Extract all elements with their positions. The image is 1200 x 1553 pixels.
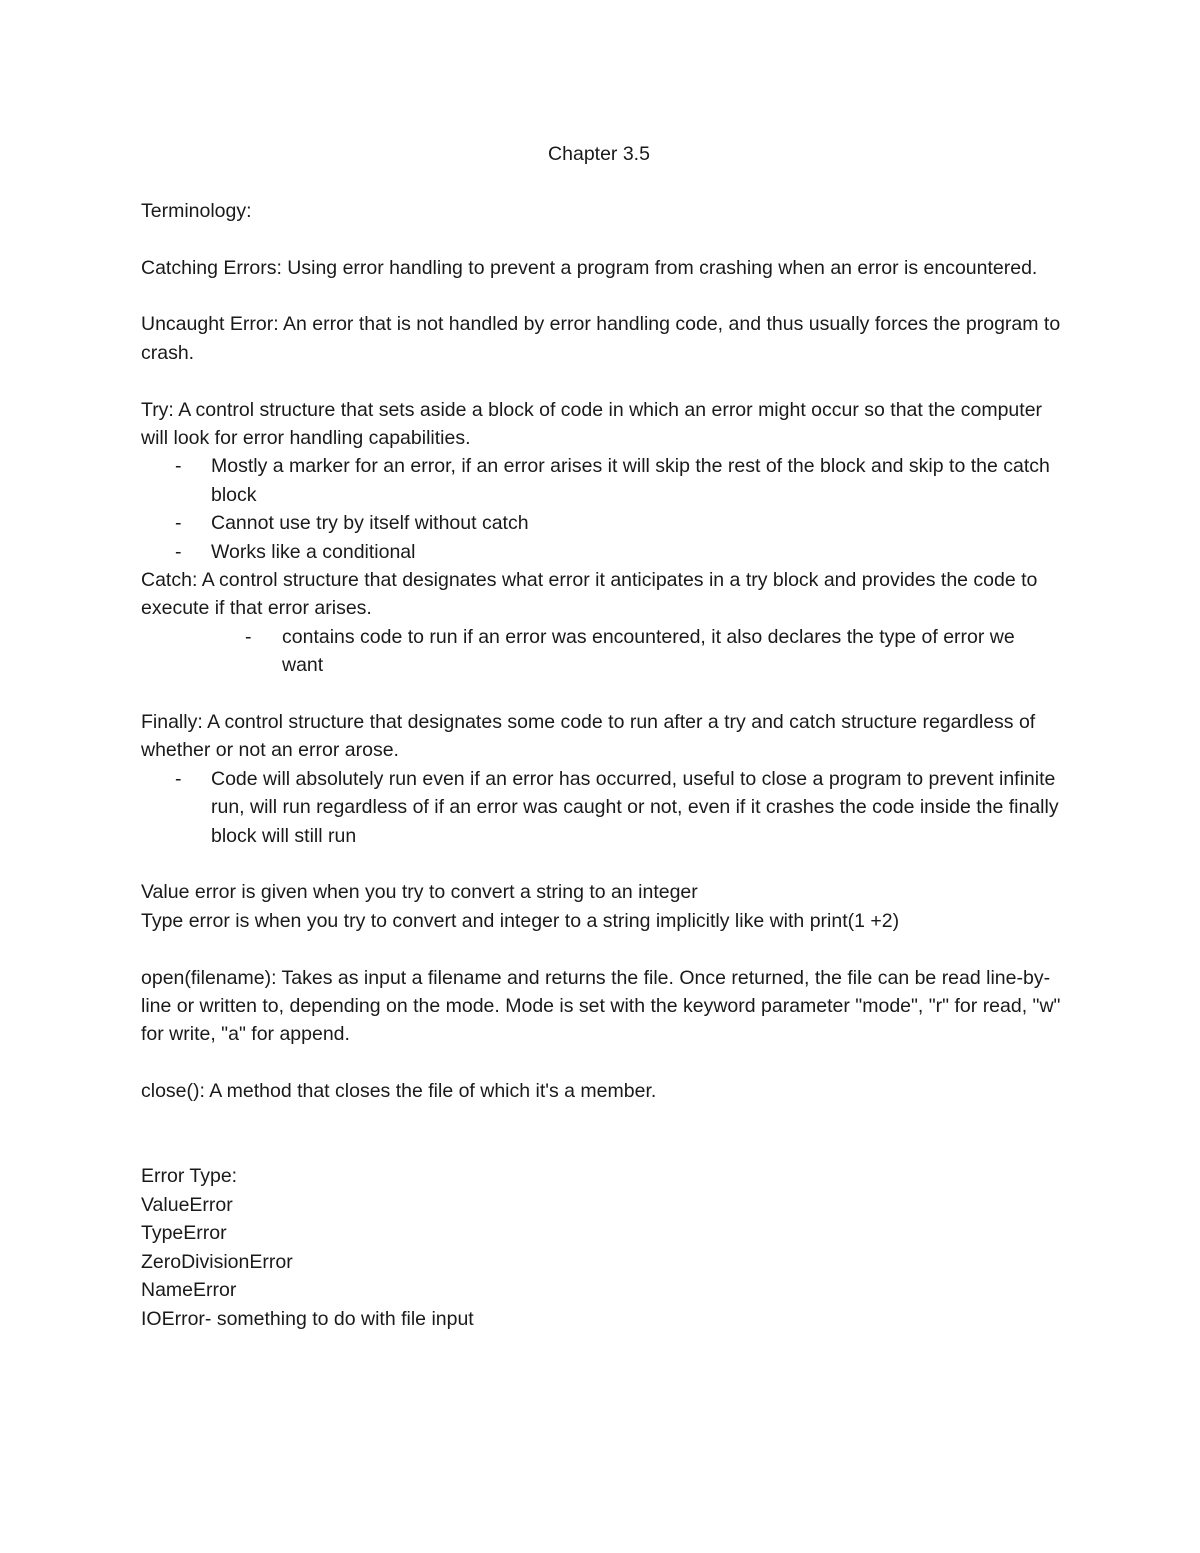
error-type-list — [141, 1191, 1061, 1333]
try-bullet-list — [141, 452, 1061, 566]
error-type-heading: Error Type: — [141, 1165, 238, 1188]
list-item: - contains code to run if an error was encountered, it also declares the type of error we want — [141, 623, 1061, 680]
list-item: ValueError — [141, 1193, 233, 1216]
document-body — [141, 140, 1061, 1333]
list-item: - Mostly a marker for an error, if an error arises it will skip the rest of the block and skip to the catch block — [141, 452, 1061, 509]
list-item: IOError- something to do with file input — [141, 1307, 474, 1330]
terminology-heading: Terminology: — [141, 199, 252, 222]
list-item: TypeError — [141, 1222, 227, 1245]
catching-errors-definition: Catching Errors: Using error handling to prevent a program from crashing when an error is encountered. — [141, 256, 1038, 279]
open-definition: open(filename): Takes as input a filename and returns the file. Once returned, the file can be read line-by-line or written to, depending on the mode. Mode is set with the keyword parameter "mode", "r" for read, "w" for write, "a" for append. — [141, 966, 1061, 1046]
catch-definition: Catch: A control structure that designates what error it anticipates in a try block and provides the code to execute if that error arises. — [141, 569, 1038, 620]
uncaught-error-definition: Uncaught Error: An error that is not handled by error handling code, and thus usually forces the program to crash. — [141, 313, 1061, 364]
list-item: NameError — [141, 1279, 237, 1302]
list-item: - Cannot use try by itself without catch — [141, 509, 1061, 537]
list-item: - Code will absolutely run even if an error has occurred, useful to close a program to prevent infinite run, will run regardless of if an error was caught or not, even if it crashes the code inside the finally block will still run — [141, 765, 1061, 850]
value-error-note: Value error is given when you try to convert a string to an integer — [141, 881, 698, 904]
finally-bullet-list — [141, 765, 1061, 850]
list-item: - Works like a conditional — [141, 538, 1061, 566]
type-error-note: Type error is when you try to convert and integer to a string implicitly like with print(1 +2) — [141, 909, 900, 932]
page-title: Chapter 3.5 — [548, 143, 650, 165]
close-definition: close(): A method that closes the file of which it's a member. — [141, 1080, 657, 1103]
try-definition: Try: A control structure that sets aside a block of code in which an error might occur so that the computer will look for error handling capabilities. — [141, 398, 1043, 449]
list-item: ZeroDivisionError — [141, 1250, 293, 1273]
finally-definition: Finally: A control structure that designates some code to run after a try and catch structure regardless of whether or not an error arose. — [141, 711, 1036, 762]
catch-bullet-list — [141, 623, 1061, 680]
